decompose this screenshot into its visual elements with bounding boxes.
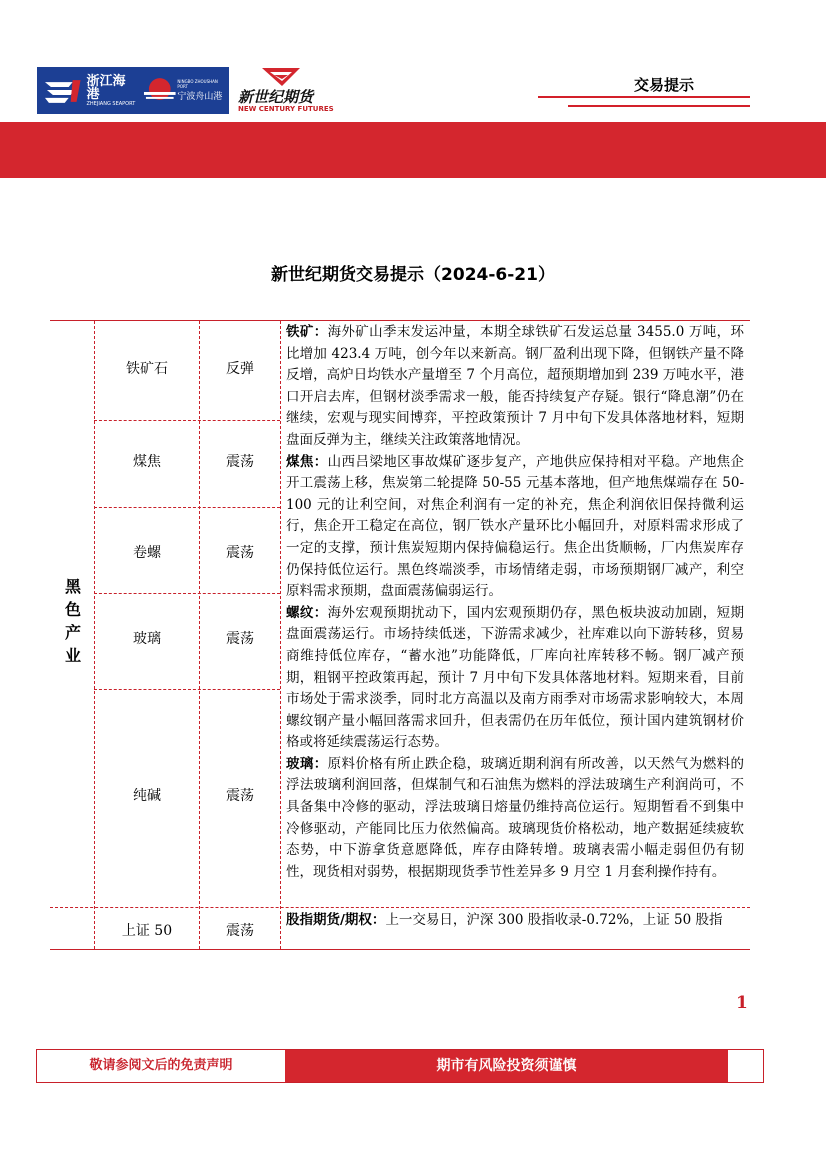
product-cell: 纯碱 [133,788,161,804]
document-type: 交易提示 [634,76,695,94]
risk-warning: 期市有风险投资须谨慎 [285,1050,728,1082]
new-century-futures-logo [238,66,333,116]
column-divider [94,321,95,949]
column-divider [280,321,281,949]
header-rule-top [538,96,750,98]
sector-label: 黑 色 产 业 [64,577,81,665]
product-cell: 上证 50 [121,923,173,939]
product-cell: 煤焦 [133,454,161,470]
column-divider [199,321,200,949]
zhejiang-port-en: ZHEJIANG SEAPORT [86,100,136,107]
section-divider [50,907,750,908]
row-divider [94,689,280,690]
view-cell: 震荡 [226,923,254,939]
zhejiang-seaport-logo [37,67,229,114]
analysis-paragraph: 玻璃：原料价格有所止跌企稳，玻璃近期利润有所改善，以天然气为燃料的浮法玻璃利润回落，但煤制气和石油焦为燃料的浮法玻璃生产利润尚可，不具备集中冷修的驱动，浮法玻璃日熔量仍维持高位运行。短期暂看不到集中冷修驱动，产能同比压力依然偏高。玻璃现货价格松动，地产数据延续疲软态势，中下游拿货意愿降低，库存由降转增。玻璃表需小幅走弱但仍有韧性，现货相对弱势，根据期现货季节性差异多 9 月空 1 月套利操作持有。 [286,755,744,880]
header-rule-bottom [568,105,750,107]
ningbo-port-name: 宁波舟山港 [177,92,223,102]
wave-icon [43,76,83,106]
row-divider [94,593,280,594]
page-number: 1 [736,993,748,1013]
row-divider [94,420,280,421]
page-title: 新世纪期货交易提示（2024-6-21） [271,265,555,285]
row-divider [94,507,280,508]
view-cell: 震荡 [226,454,254,470]
table-top-border [50,320,750,321]
analysis-column [286,322,744,883]
table-bottom-border [50,949,750,950]
zhejiang-port-name: 浙江海港 [86,73,126,102]
disclaimer-notice: 敬请参阅文后的免责声明 [89,1058,233,1073]
product-cell: 铁矿石 [126,361,168,377]
view-cell: 震荡 [226,545,254,561]
header-banner [0,122,826,178]
analysis-paragraph: 铁矿：海外矿山季末发运冲量，本期全球铁矿石发运总量 3455.0 万吨，环比增加 423.4 万吨，创今年以来新高。钢厂盈利出现下降，但钢铁产量不降反增，高炉日均铁水产量增至 7 个月高位，超预期增加到 239 万吨水平，港口开启去库，但钢材淡季需求一般，能否持续复产存疑。银行“降息潮”仍在继续，宏观与现实间博弈，平控政策预计 7 月中旬下发具体落地材料，短期盘面反弹为主，继续关注政策落地情况。 [286,324,745,448]
product-cell: 玻璃 [133,631,161,647]
view-cell: 震荡 [226,631,254,647]
company-name-cn: 新世纪期货 [238,88,314,106]
product-cell: 卷螺 [133,545,161,561]
ningbo-port-en: NINGBO ZHOUSHAN PORT [177,79,218,89]
ningbo-port-icon [142,76,178,106]
index-analysis: 股指期货/期权：上一交易日，沪深 300 股指收录-0.72%，上证 50 股指 [286,912,723,928]
company-name-en: NEW CENTURY FUTURES [238,105,334,113]
analysis-paragraph: 煤焦：山西吕梁地区事故煤矿逐步复产，产地供应保持相对平稳。产地焦企开工震荡上移，焦炭第二轮提降 50-55 元基本落地，但产地焦煤端存在 50-100 元的让利空间，对焦企利润有一定的补充，焦企利润依旧保持微利运行，焦企开工稳定在高位，钢厂铁水产量环比小幅回升，对原料需求形成了一定的支撑，预计焦炭短期内保持偏稳运行。焦企出货顺畅，厂内焦炭库存仍保持低位运行。黑色终端淡季，市场情绪走弱，市场预期钢厂减产，利空原料需求预期，盘面震荡偏弱运行。 [286,453,744,600]
analysis-paragraph: 螺纹：海外宏观预期扰动下，国内宏观预期仍存，黑色板块波动加剧，短期盘面震荡运行。市场持续低迷，下游需求减少，社库难以向下游转移，贸易商维持低位库存，“蓄水池”功能降低，厂库向社库转移不畅。钢厂减产预期，粗钢平控政策再起，预计 7 月中旬下发具体落地材料。短期来看，目前市场处于需求淡季，同时北方高温以及南方雨季对市场需求影响较大，本周螺纹钢产量小幅回落需求回升，但表需仍在历年低位，预计国内建筑钢材价格或将延续震荡运行态势。 [286,604,744,751]
ncf-mark-icon [262,66,302,88]
view-cell: 震荡 [226,788,254,804]
view-cell: 反弹 [226,361,254,377]
